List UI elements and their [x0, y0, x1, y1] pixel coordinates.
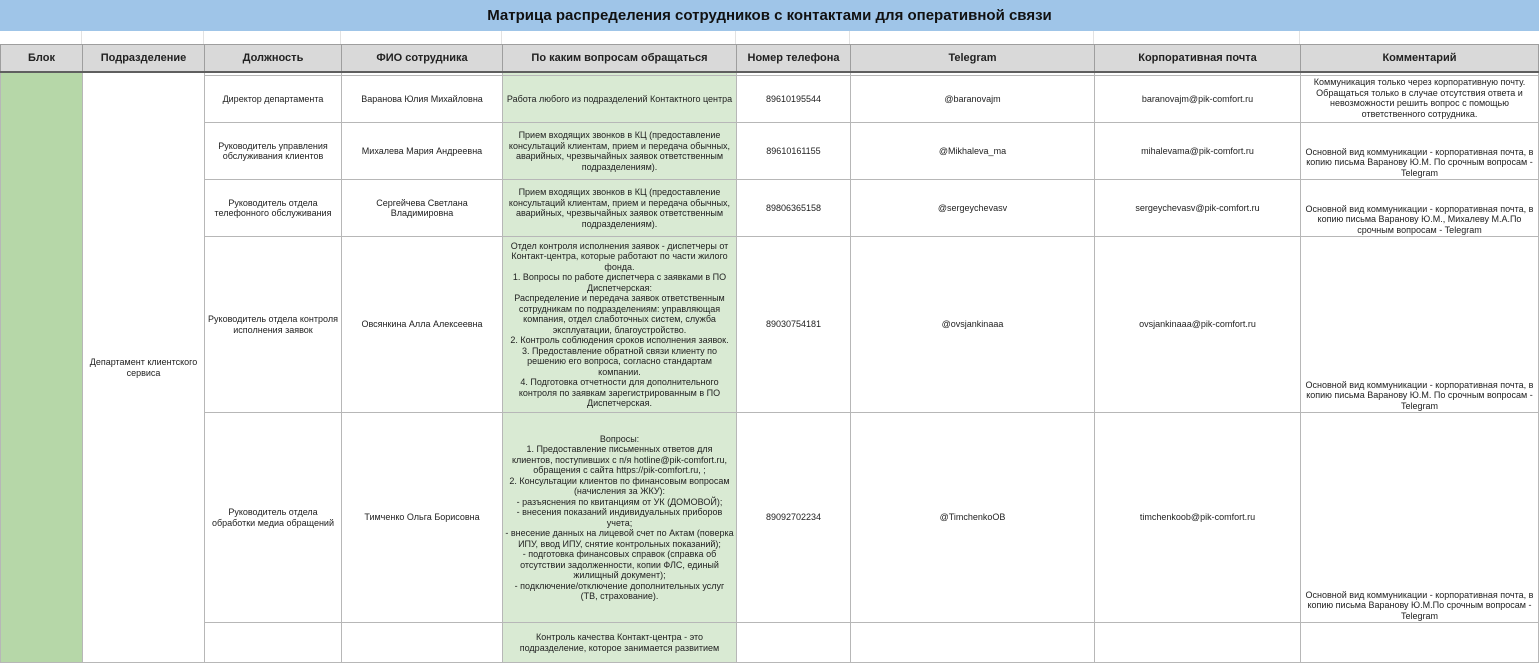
position-cell[interactable]: [205, 623, 342, 663]
employee-name-cell[interactable]: Михалева Мария Андреевна: [342, 123, 503, 180]
issues-cell[interactable]: Вопросы: 1. Предоставление письменных ответов для клиентов, поступивших с п/я hotline@pik-comfort.ru, обращения с сайта https://pik-comfort.ru, ; 2. Консультации клиентов по финансовым вопросам (начисления за ЖКУ): - разъяснения по квитанциям от УК (ДОМОВОЙ); - внесения показаний индивидуальных приборов учета; - внесение данных на лицевой счет по Актам (поверка ИПУ, ввод ИПУ, снятие контрольных показаний); - подготовка финансовых справок (справка об отсутствии задолженности, копии ФЛС, единый жилищный документ); - подключение/отключение дополнительных услуг (ТВ, страхование).: [503, 413, 737, 623]
email-cell[interactable]: timchenkoob@pik-comfort.ru: [1095, 413, 1301, 623]
position-cell[interactable]: Руководитель отдела контроля исполнения заявок: [205, 237, 342, 413]
comment-cell[interactable]: Основной вид коммуникации - корпоративная почта, в копию письма Варанову Ю.М., Михалеву М.А.По срочным вопросам - Telegram: [1301, 180, 1539, 237]
phone-cell[interactable]: 89610195544: [737, 76, 851, 123]
contacts-table: [0, 44, 1539, 663]
telegram-cell[interactable]: @sergeychevasv: [851, 180, 1095, 237]
issues-cell[interactable]: Прием входящих звонков в КЦ (предоставление консультаций клиентам, прием и передача обычных, аварийных, чрезвычайных заявок ответственным подразделениям).: [503, 180, 737, 237]
email-cell[interactable]: baranovajm@pik-comfort.ru: [1095, 76, 1301, 123]
column-divider: [735, 31, 736, 44]
employee-name-cell[interactable]: Тимченко Ольга Борисовна: [342, 413, 503, 623]
header-issues[interactable]: По каким вопросам обращаться: [503, 45, 737, 73]
column-divider: [1299, 31, 1300, 44]
telegram-cell[interactable]: @ovsjankinaaa: [851, 237, 1095, 413]
column-divider: [81, 31, 82, 44]
employee-name-cell[interactable]: [342, 623, 503, 663]
employee-name-cell[interactable]: Варанова Юлия Михайловна: [342, 76, 503, 123]
position-cell[interactable]: Директор департамента: [205, 76, 342, 123]
issues-cell[interactable]: Отдел контроля исполнения заявок - диспетчеры от Контакт-центра, которые работают по части жилого фонда. 1. Вопросы по работе диспетчера с заявками в ПО Диспетчерская: Распределение и передача заявок ответственным сотрудникам по подразделениям: управляющая компания, отдел слаботочных систем, служба эксплуатации, благоустройство. 2. Контроль соблюдения сроков исполнения заявок. 3. Предоставление обратной связи клиенту по решению его вопроса, согласно стандартам компании. 4. Подготовка отчетности для дополнительного контроля по заявкам зарегистрированным в ПО Диспетчерская.: [503, 237, 737, 413]
email-cell[interactable]: [1095, 623, 1301, 663]
header-department[interactable]: Подразделение: [83, 45, 205, 73]
table-row: [1, 623, 1539, 663]
header-position[interactable]: Должность: [205, 45, 342, 73]
header-employee-name[interactable]: ФИО сотрудника: [342, 45, 503, 73]
header-phone[interactable]: Номер телефона: [737, 45, 851, 73]
header-comment[interactable]: Комментарий: [1301, 45, 1539, 73]
sheet-title: Матрица распределения сотрудников с контактами для оперативной связи: [0, 0, 1539, 31]
position-cell[interactable]: Руководитель отдела телефонного обслуживания: [205, 180, 342, 237]
comment-cell[interactable]: Основной вид коммуникации - корпоративная почта, в копию письма Варанову Ю.М. По срочным вопросам - Telegram: [1301, 237, 1539, 413]
department-cell[interactable]: Департамент клиентского сервиса: [83, 72, 205, 663]
position-cell[interactable]: Руководитель управления обслуживания клиентов: [205, 123, 342, 180]
header-telegram[interactable]: Telegram: [851, 45, 1095, 73]
issues-cell[interactable]: Работа любого из подразделений Контактного центра: [503, 76, 737, 123]
phone-cell[interactable]: 89030754181: [737, 237, 851, 413]
table-row: [1, 180, 1539, 237]
comment-cell[interactable]: Основной вид коммуникации - корпоративная почта, в копию письма Варанову Ю.М. По срочным вопросам - Telegram: [1301, 123, 1539, 180]
phone-cell[interactable]: [737, 623, 851, 663]
issues-cell[interactable]: Контроль качества Контакт-центра - это подразделение, которое занимается развитием: [503, 623, 737, 663]
position-cell[interactable]: Руководитель отдела обработки медиа обращений: [205, 413, 342, 623]
table-row: [1, 237, 1539, 413]
header-email[interactable]: Корпоративная почта: [1095, 45, 1301, 73]
comment-cell[interactable]: Коммуникация только через корпоративную почту. Обращаться только в случае отсутствия ответа и невозможности решить вопрос с помощью ответственного сотрудника.: [1301, 76, 1539, 123]
employee-name-cell[interactable]: Овсянкина Алла Алексеевна: [342, 237, 503, 413]
issues-cell[interactable]: Прием входящих звонков в КЦ (предоставление консультаций клиентам, прием и передача обычных, аварийных, чрезвычайных заявок ответственным подразделениям).: [503, 123, 737, 180]
column-divider: [1093, 31, 1094, 44]
table-row: [1, 76, 1539, 123]
email-cell[interactable]: ovsjankinaaa@pik-comfort.ru: [1095, 237, 1301, 413]
employee-name-cell[interactable]: Сергейчева Светлана Владимировна: [342, 180, 503, 237]
phone-cell[interactable]: 89092702234: [737, 413, 851, 623]
header-row: [1, 45, 1539, 73]
telegram-cell[interactable]: @Mikhaleva_ma: [851, 123, 1095, 180]
block-cell[interactable]: [1, 72, 83, 663]
column-divider: [203, 31, 204, 44]
telegram-cell[interactable]: @baranovajm: [851, 76, 1095, 123]
telegram-cell[interactable]: @TimchenkoOB: [851, 413, 1095, 623]
column-divider: [340, 31, 341, 44]
empty-row: [0, 31, 1539, 44]
telegram-cell[interactable]: [851, 623, 1095, 663]
column-divider: [501, 31, 502, 44]
phone-cell[interactable]: 89610161155: [737, 123, 851, 180]
email-cell[interactable]: mihalevama@pik-comfort.ru: [1095, 123, 1301, 180]
phone-cell[interactable]: 89806365158: [737, 180, 851, 237]
header-block[interactable]: Блок: [1, 45, 83, 73]
comment-cell[interactable]: Основной вид коммуникации - корпоративная почта, в копию письма Варанову Ю.М.По срочным вопросам - Telegram: [1301, 413, 1539, 623]
email-cell[interactable]: sergeychevasv@pik-comfort.ru: [1095, 180, 1301, 237]
comment-cell[interactable]: [1301, 623, 1539, 663]
column-divider: [849, 31, 850, 44]
table-row: [1, 123, 1539, 180]
table-row: [1, 413, 1539, 623]
